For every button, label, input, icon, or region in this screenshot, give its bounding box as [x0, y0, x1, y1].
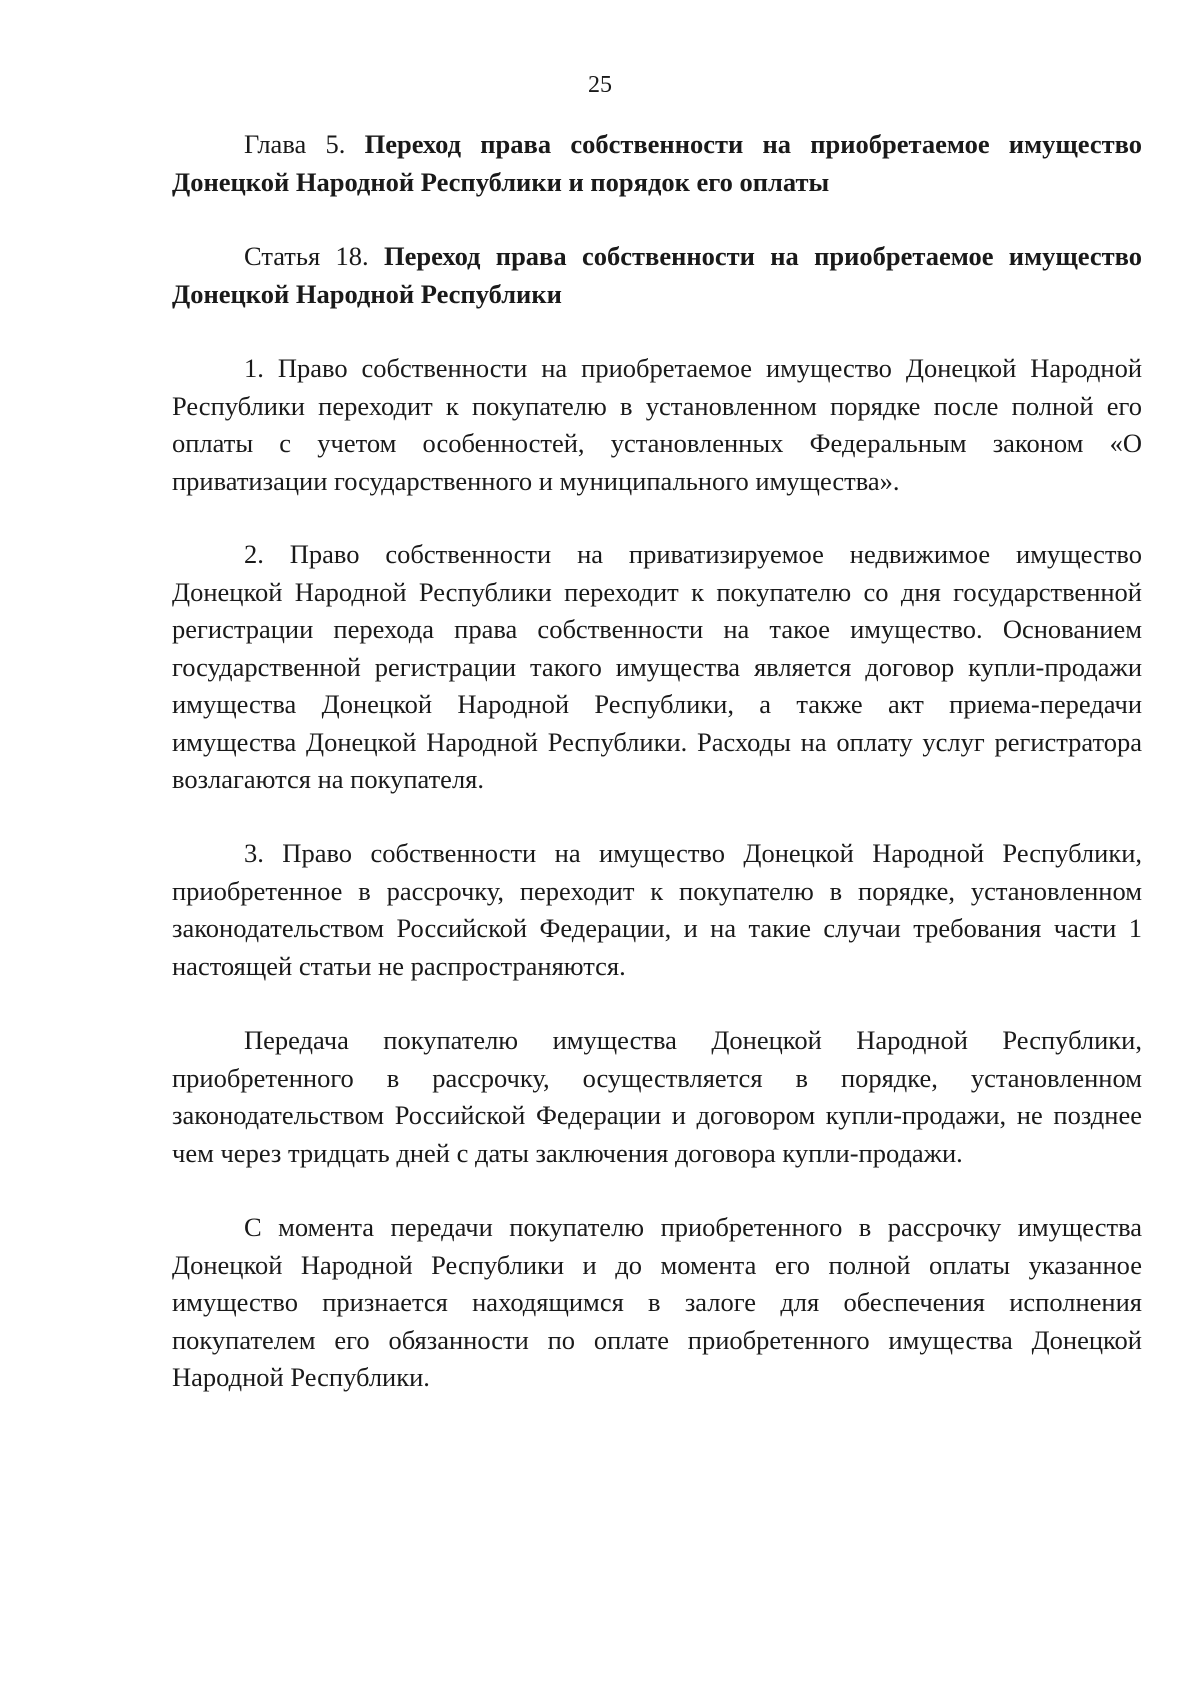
chapter-title: Переход права собственности на приобретаемое имущество Донецкой Народной Республики и порядок его оплаты [172, 129, 1142, 197]
paragraph-2: 2. Право собственности на приватизируемое недвижимое имущество Донецкой Народной Республики переходит к покупателю со дня государственной регистрации перехода права собственности на такое имущество. Основанием государственной регистрации такого имущества является договор купли-продажи имущества Донецкой Народной Республики, а также акт приема-передачи имущества Донецкой Народной Республики. Расходы на оплату услуг регистратора возлагаются на покупателя. [172, 539, 1142, 794]
paragraph-5: С момента передачи покупателю приобретенного в рассрочку имущества Донецкой Народной Республики и до момента его полной оплаты указанное имущество признается находящимся в залоге для обеспечения исполнения покупателем его обязанности по оплате приобретенного имущества Донецкой Народной Республики. [172, 1212, 1142, 1392]
page-number: 25 [588, 72, 612, 98]
article-title: Переход права собственности на приобретаемое имущество Донецкой Народной Республики [172, 241, 1142, 309]
paragraph-4: Передача покупателю имущества Донецкой Народной Республики, приобретенного в рассрочку, осуществляется в порядке, установленном законодательством Российской Федерации и договором купли-продажи, не позднее чем через тридцать дней с даты заключения договора купли-продажи. [172, 1025, 1142, 1168]
chapter-prefix: Глава 5. [244, 129, 346, 159]
article-heading [172, 238, 1142, 313]
article-prefix: Статья 18. [244, 241, 369, 271]
paragraph-1: 1. Право собственности на приобретаемое имущество Донецкой Народной Республики переходит к покупателю в установленном порядке после полной его оплаты с учетом особенностей, установленных Федеральным законом «О приватизации государственного и муниципального имущества». [172, 353, 1142, 496]
chapter-heading [172, 126, 1142, 201]
paragraph-3: 3. Право собственности на имущество Донецкой Народной Республики, приобретенное в рассрочку, переходит к покупателю в порядке, установленном законодательством Российской Федерации, и на такие случаи требования части 1 настоящей статьи не распространяются. [172, 838, 1142, 981]
